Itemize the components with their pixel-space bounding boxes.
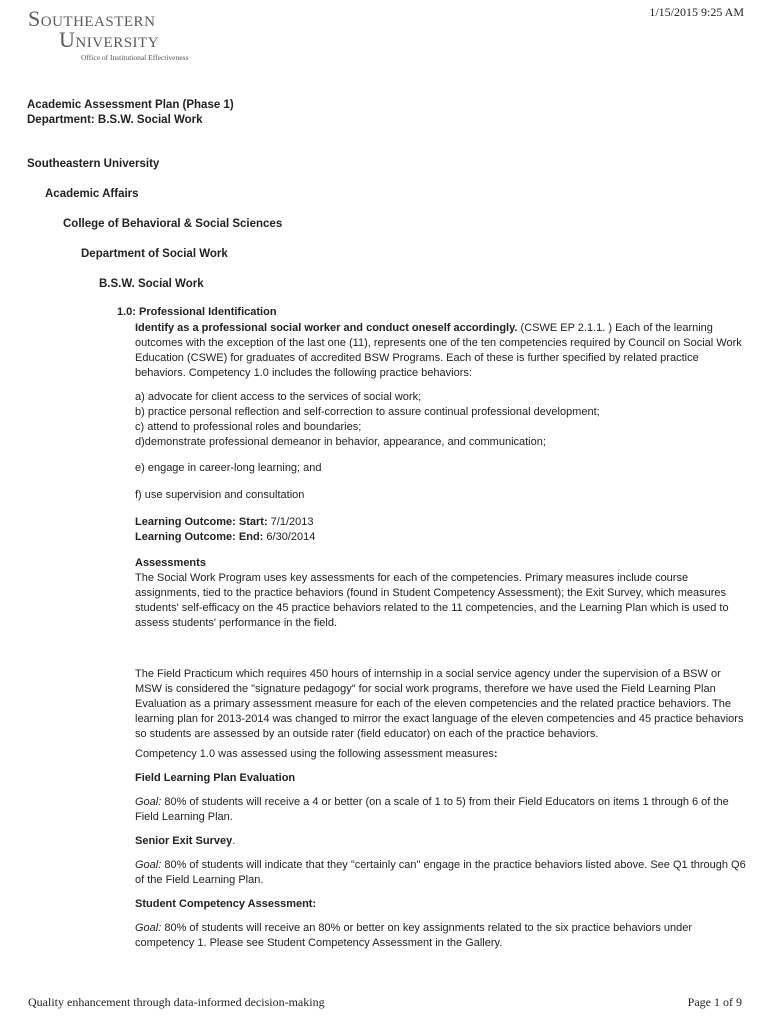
university-logo [28,8,188,62]
outcome-end-value: 6/30/2014 [263,531,316,543]
hierarchy-college: College of Behavioral & Social Sciences [63,218,283,230]
logo-subtitle: Office of Institutional Effectiveness [81,53,189,62]
measure-senior-exit-survey [135,834,747,849]
assessments-heading: Assessments [135,557,206,569]
competency-lead [135,321,747,381]
hierarchy-department: Department of Social Work [81,248,228,260]
competency-heading: 1.0: Professional Identification [117,306,277,318]
behavior-item: d)demonstrate professional demeanor in behavior, appearance, and communication; [135,436,546,448]
assessments-para-2: The Field Practicum which requires 450 hours of internship in a social service agency under the supervision of a BSW or MSW is considered the "signature pedagogy" for social work programs, therefore we have used the Field Learning Plan Evaluation as a primary assessment measure for each of the eleven competencies and the related practice behaviors. The learning plan for 2013-2014 was changed to mirror the exact language of the eleven competencies and 45 practice behaviors so students are assessed by an outside rater (field educator) on each of the practice behaviors. [135,668,744,740]
goal-label: Goal: [135,796,162,808]
goal-label: Goal: [135,859,162,871]
hierarchy-university: Southeastern University [27,158,160,170]
hierarchy-program: B.S.W. Social Work [99,278,204,290]
outcome-start-label: Learning Outcome: Start: [135,516,268,528]
outcome-end-label: Learning Outcome: End: [135,531,264,543]
goal-text: 80% of students will receive a 4 or better (on a scale of 1 to 5) from their Field Educators on items 1 through 6 of the Field Learning Plan. [135,796,729,823]
logo-line-2: University [59,27,160,52]
behavior-item: c) attend to professional roles and boundaries; [135,421,362,433]
measure-senior-exit-survey-dot: . [232,835,236,847]
title-line-2: Department: B.S.W. Social Work [27,114,203,126]
goal-text: 80% of students will receive an 80% or better on key assignments related to the six practice behaviors under competency 1. Please see Student Competency Assessment in the Gallery. [135,922,693,949]
behavior-item-f: f) use supervision and consultation [135,489,305,501]
footer-tagline: Quality enhancement through data-informed decision-making [28,995,325,1009]
competency-body [135,306,747,951]
competency-lead-bold: Identify as a professional social worker and conduct oneself accordingly. [135,322,518,334]
assessments-para-3 [135,747,747,762]
assessments-para-3-text: Competency 1.0 was assessed using the following assessment measures [135,748,494,760]
measure-senior-exit-survey-goal [135,858,747,888]
measure-senior-exit-survey-title: Senior Exit Survey [135,835,233,847]
behavior-item: b) practice personal reflection and self-correction to assure continual professional development; [135,406,600,418]
measure-student-competency: Student Competency Assessment: [135,898,317,910]
logo-line-1: Southeastern [28,6,156,31]
outcome-start [135,515,747,530]
measure-student-competency-goal [135,921,747,951]
outcome-end [135,530,747,545]
measure-field-learning-plan-goal [135,795,747,825]
behavior-list [135,390,747,450]
competency-lead-text: (CSWE EP 2.1.1. ) Each of the learning outcomes with the exception of the last one (11), represents one of the ten competencies required by Council on Social Work Education (CSWE) for graduates of accredited BSW Programs. Each of these is further specified by related practice behaviors. Competency 1.0 includes the following practice behaviors: [135,322,742,379]
page-number: Page 1 of 9 [687,995,742,1009]
measure-field-learning-plan: Field Learning Plan Evaluation [135,772,296,784]
outcome-start-value: 7/1/2013 [267,516,314,528]
timestamp: 1/15/2015 9:25 AM [649,5,744,19]
assessments-para-1: The Social Work Program uses key assessments for each of the competencies. Primary measures include course assignments, tied to the practice behaviors (found in Student Competency Assessment); the Exit Survey, which measures students' self-efficacy on the 45 practice behaviors related to the 11 competencies, and the Learning Plan which is used to assess students' performance in the field. [135,572,729,629]
assessments-para-3-colon: : [493,748,498,760]
document-title [27,98,234,128]
goal-label: Goal: [135,922,162,934]
behavior-item-e: e) engage in career-long learning; and [135,462,322,474]
hierarchy-affairs: Academic Affairs [45,188,139,200]
title-line-1: Academic Assessment Plan (Phase 1) [27,99,234,111]
goal-text: 80% of students will indicate that they "certainly can" engage in the practice behaviors listed above. See Q1 through Q6 of the Field Learning Plan. [135,859,746,886]
behavior-item: a) advocate for client access to the services of social work; [135,391,422,403]
